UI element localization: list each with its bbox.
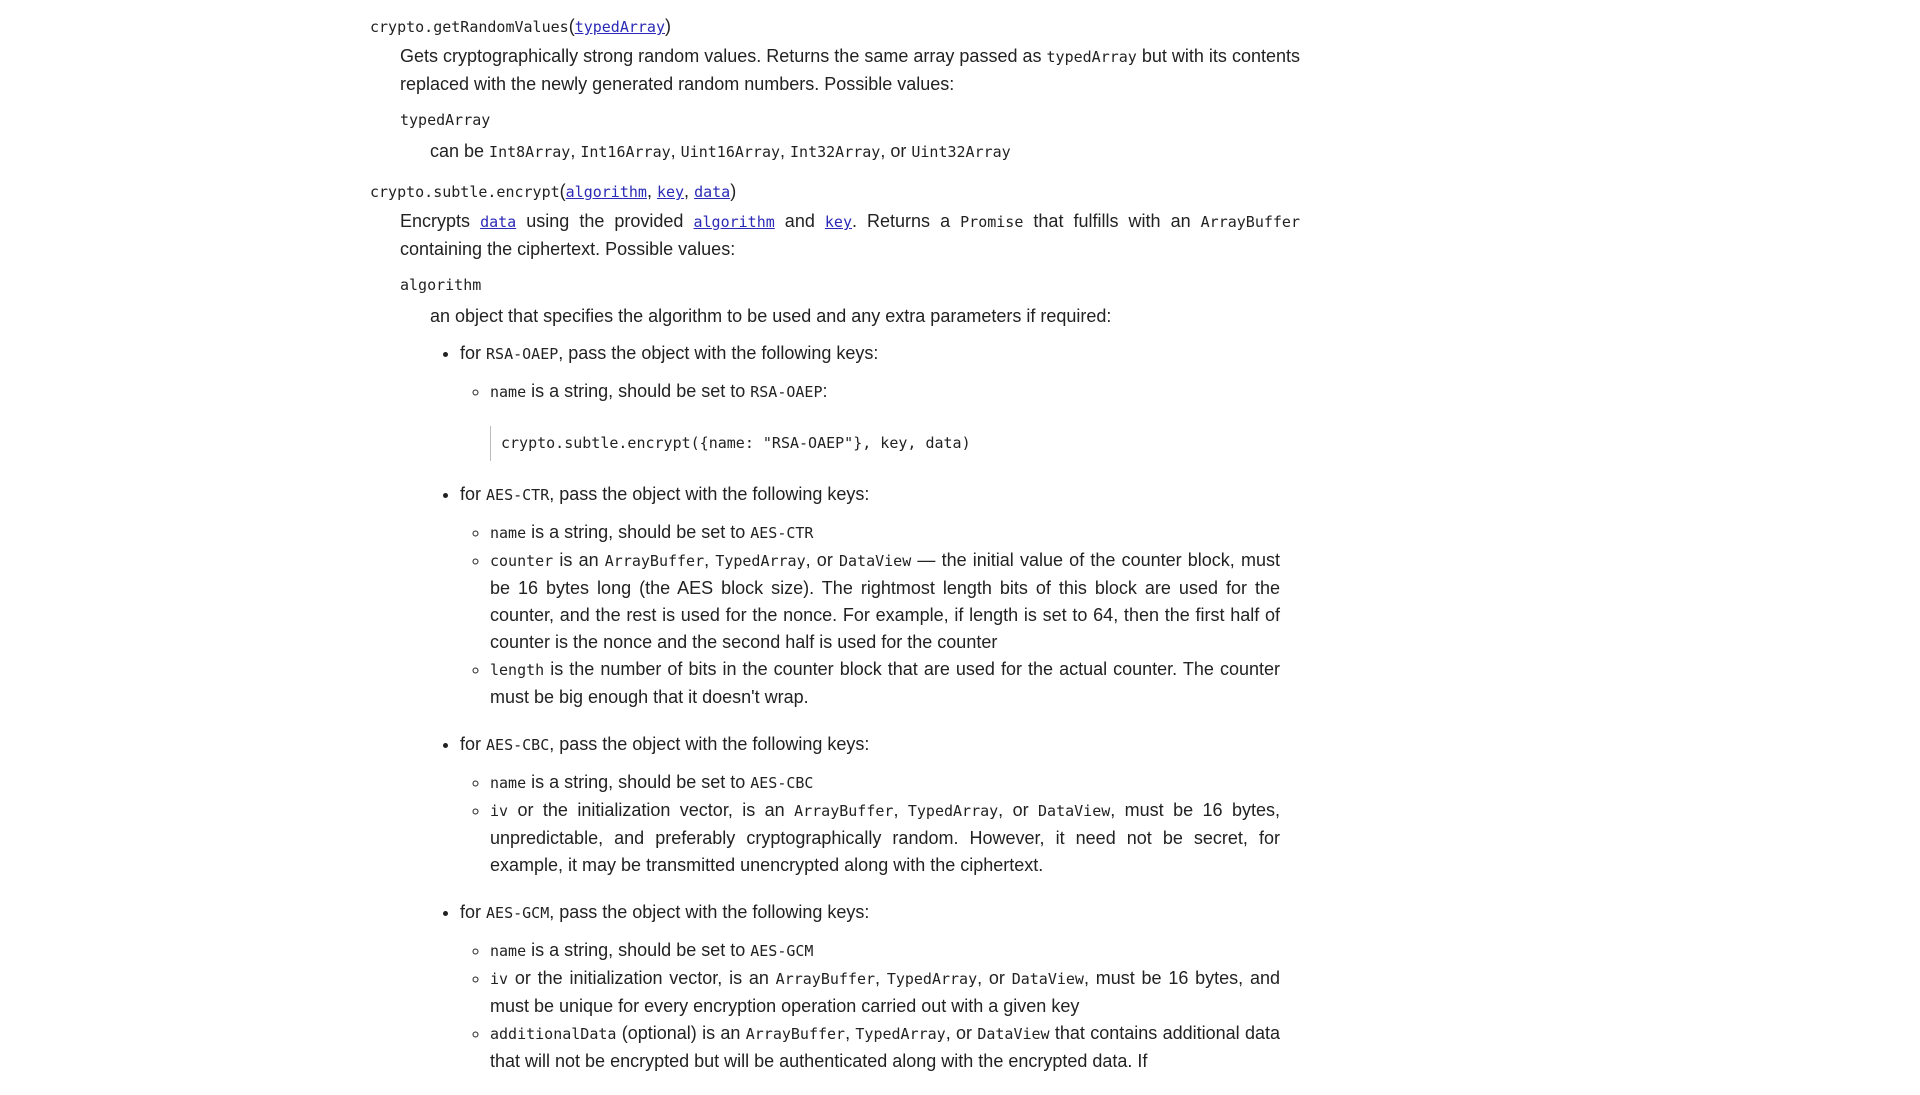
list-item-name (490, 378, 1280, 461)
algorithm-link[interactable]: algorithm (693, 213, 775, 231)
text: , pass the object with the following keys: (549, 734, 870, 754)
term-code: algorithm (400, 276, 482, 294)
text: , pass the object with the following keys: (549, 484, 870, 504)
function-name: crypto.getRandomValues (370, 18, 569, 36)
algo-code: AES-GCM (486, 904, 550, 922)
algo-code: RSA-OAEP (486, 345, 559, 363)
value-code: AES-GCM (750, 942, 814, 960)
text: . Returns a (851, 211, 961, 231)
key-code: additionalData (490, 1025, 617, 1043)
algorithm-param-link[interactable]: algorithm (565, 183, 647, 201)
list-item-iv (490, 797, 1280, 879)
type-code: ArrayBuffer (775, 970, 876, 988)
text: or the initialization vector, is an (508, 800, 795, 820)
key-code: name (490, 383, 527, 401)
type-code: DataView (977, 1025, 1050, 1043)
text: (optional) is an (616, 1023, 746, 1043)
key-param-link[interactable]: key (656, 183, 685, 201)
text: , (875, 968, 887, 988)
list-item-iv (490, 965, 1280, 1020)
text: is the number of bits in the counter block that are used for the actual counter. The counter must be big enough that it doesn't wrap. (490, 659, 1280, 707)
param-term-algorithm (400, 271, 1300, 299)
key-code: counter (490, 552, 554, 570)
list-item-aes-gcm (460, 899, 1300, 1075)
type-code: DataView (838, 552, 912, 570)
list-item-name (490, 519, 1280, 547)
key-code: name (490, 942, 527, 960)
value-code: AES-CBC (750, 774, 814, 792)
function-name: crypto.subtle.encrypt (370, 183, 560, 201)
text: , or (945, 1023, 978, 1043)
value-code: RSA-OAEP (750, 383, 823, 401)
text: , (893, 800, 908, 820)
gcm-keys-list (460, 937, 1280, 1075)
key-code: length (490, 661, 545, 679)
key-link[interactable]: key (824, 213, 852, 231)
sep: , (684, 181, 695, 201)
text: is a string, should be set to (526, 772, 751, 792)
list-item-aes-cbc (460, 731, 1300, 879)
close-paren: ) (730, 181, 737, 201)
text: is a string, should be set to (526, 381, 751, 401)
list-item-name (490, 937, 1280, 965)
rsa-keys-list (460, 378, 1280, 461)
ctr-keys-list (460, 519, 1280, 711)
encrypt-description (400, 208, 1300, 263)
data-param-link[interactable]: data (694, 183, 731, 201)
list-item-rsa-oaep (460, 340, 1300, 461)
type-code: Uint32Array (911, 143, 1011, 161)
text: , (704, 550, 716, 570)
text: but with its contents replaced with the newly generated random numbers. Possible values: (400, 46, 1300, 94)
type-code: Uint16Array (680, 143, 781, 161)
text: using the provided (516, 211, 694, 231)
algo-code: AES-CBC (486, 736, 550, 754)
text: , or (977, 968, 1012, 988)
text: for (460, 734, 487, 754)
sep: , or (880, 141, 912, 161)
key-code: iv (490, 970, 509, 988)
text: can be (430, 141, 490, 161)
text: and (774, 211, 825, 231)
text: : (822, 381, 828, 401)
encrypt-signature (370, 178, 1300, 206)
text: that contains additional data that will not be encrypted but will be authenticated along with the encrypted data. If (490, 1023, 1280, 1071)
text: for (460, 902, 487, 922)
list-item-length (490, 656, 1280, 711)
close-paren: ) (665, 16, 671, 36)
type-code: ArrayBuffer (794, 802, 894, 820)
sep: , (780, 141, 791, 161)
text: is a string, should be set to (526, 522, 751, 542)
sep: , (646, 181, 657, 201)
type-code: Int16Array (580, 143, 671, 161)
text: containing the ciphertext. Possible values: (400, 239, 736, 259)
inline-code: typedArray (1046, 48, 1137, 66)
text: — the initial value of the counter block, must be 16 bytes long (the AES block size). The rightmost length bits of this block are used for the counter, and the rest is used for the nonce. For example, if length is set to 64, then the first half of counter is the nonce and the second half is used for the counter (490, 550, 1280, 652)
text: Gets cryptographically strong random values. Returns the same array passed as (400, 46, 1047, 66)
inline-code: Promise (960, 213, 1024, 231)
key-code: name (490, 774, 527, 792)
type-code: TypedArray (715, 552, 806, 570)
open-paren: ( (568, 16, 575, 36)
type-code: TypedArray (886, 970, 978, 988)
open-paren: ( (559, 181, 566, 201)
text: , pass the object with the following keys: (549, 902, 870, 922)
text: is an (553, 550, 605, 570)
code-example: crypto.subtle.encrypt({name: "RSA-OAEP"}, key, data) (490, 426, 1280, 461)
type-code: TypedArray (855, 1025, 946, 1043)
inline-code: ArrayBuffer (1200, 213, 1300, 231)
algo-code: AES-CTR (486, 486, 550, 504)
text: , must be 16 bytes, unpredictable, and preferably cryptographically random. However, it need not be secret, for example, it may be transmitted unencrypted along with the ciphertext. (490, 800, 1280, 875)
text: , (845, 1023, 856, 1043)
sep: , (570, 141, 581, 161)
text: is a string, should be set to (526, 940, 751, 960)
key-code: name (490, 524, 527, 542)
value-code: AES-CTR (750, 524, 814, 542)
type-code: Int8Array (489, 143, 571, 161)
typed-array-param-link[interactable]: typedArray (574, 18, 665, 36)
param-term-typed-array (400, 106, 1300, 134)
type-code: Int32Array (790, 143, 881, 161)
type-code: ArrayBuffer (604, 552, 705, 570)
param-desc-typed-array (430, 138, 1300, 166)
list-item-aes-ctr (460, 481, 1300, 711)
text: , must be 16 bytes, and must be unique for every encryption operation carried out with a given key (490, 968, 1280, 1016)
get-random-values-description (400, 43, 1300, 98)
text: , or (998, 800, 1039, 820)
text: , pass the object with the following keys: (558, 343, 879, 363)
key-code: iv (490, 802, 509, 820)
type-code: TypedArray (907, 802, 999, 820)
type-code: ArrayBuffer (745, 1025, 846, 1043)
text: for (460, 484, 487, 504)
get-random-values-signature (370, 13, 1300, 41)
algorithm-list (430, 340, 1300, 1075)
list-item-name (490, 769, 1280, 797)
list-item-additional-data (490, 1020, 1280, 1075)
term-code: typedArray (400, 111, 491, 129)
text: Encrypts (400, 211, 481, 231)
text: , or (805, 550, 839, 570)
type-code: DataView (1038, 802, 1111, 820)
sep: , (670, 141, 681, 161)
param-desc-algorithm: an object that specifies the algorithm to be used and any extra parameters if required: (430, 306, 1112, 326)
type-code: DataView (1011, 970, 1084, 988)
list-item-counter (490, 547, 1280, 656)
data-link[interactable]: data (480, 213, 517, 231)
cbc-keys-list (460, 769, 1280, 879)
text: or the initialization vector, is an (508, 968, 776, 988)
text: that fulfills with an (1023, 211, 1201, 231)
text: for (460, 343, 487, 363)
api-reference (370, 13, 1300, 1095)
